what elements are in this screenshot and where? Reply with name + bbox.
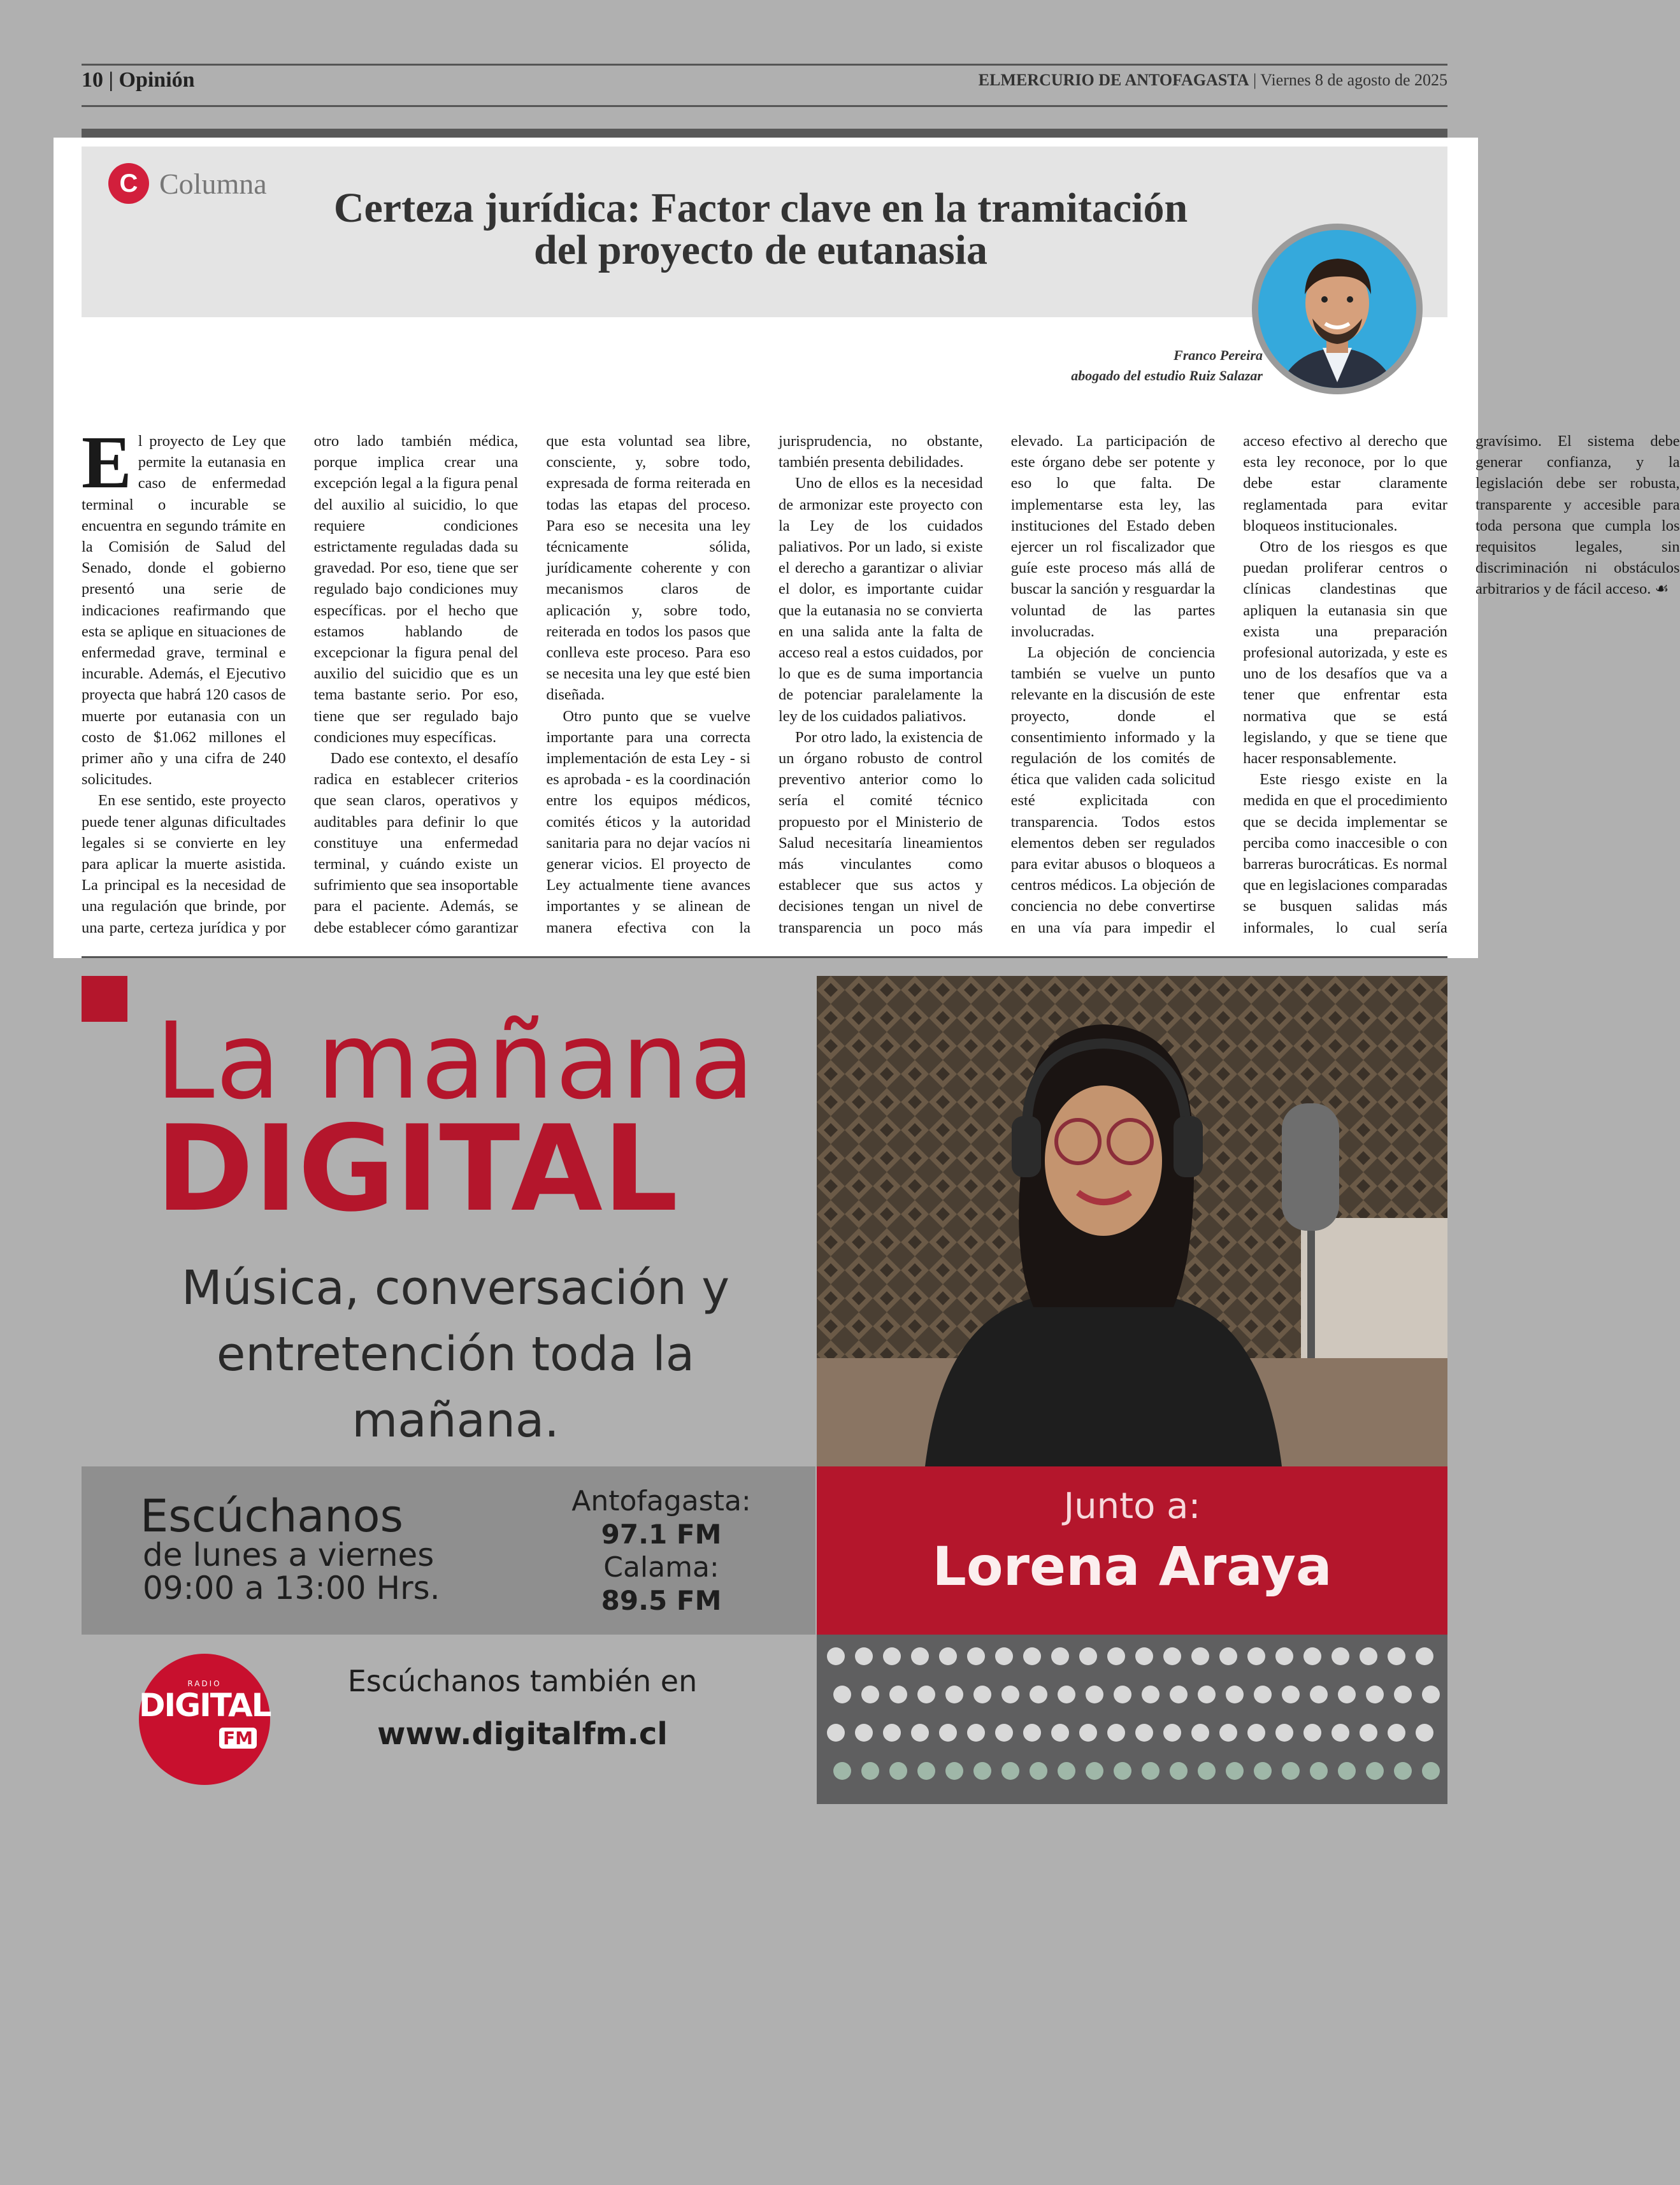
- mixer-knob: [1142, 1686, 1159, 1703]
- mixer-knob: [1422, 1686, 1440, 1703]
- host-panel: [817, 1466, 1447, 1635]
- mixer-knob: [1388, 1647, 1405, 1665]
- page-section: 10 | Opinión: [82, 68, 195, 92]
- listen-hours: 09:00 a 13:00 Hrs.: [143, 1570, 440, 1607]
- article-body: [82, 420, 1680, 947]
- mixer-knob: [1366, 1762, 1384, 1780]
- host-name: Lorena Araya: [932, 1535, 1332, 1598]
- host-photo: [817, 976, 1447, 1466]
- issue-date: Viernes 8 de agosto de 2025: [1260, 71, 1447, 89]
- mixer-knob: [995, 1724, 1013, 1742]
- page-header: [82, 64, 1447, 107]
- mixer-knob: [1079, 1724, 1097, 1742]
- section-name: Opinión: [118, 68, 195, 92]
- mixer-knob: [1310, 1686, 1328, 1703]
- mixer-knob: [855, 1647, 873, 1665]
- mixer-knob: [1282, 1762, 1300, 1780]
- mixer-knob: [1394, 1686, 1412, 1703]
- mixer-knob: [1332, 1647, 1349, 1665]
- column-badge: [108, 163, 267, 204]
- mixer-knob: [1416, 1724, 1433, 1742]
- frequency-list: [566, 1484, 757, 1617]
- mixer-knob: [1282, 1686, 1300, 1703]
- mixer-knob: [1416, 1647, 1433, 1665]
- mixer-knob: [1275, 1647, 1293, 1665]
- schedule-panel: [82, 1466, 815, 1635]
- paragraph: El proyecto de Ley que permite la eutanasia en caso de enfermedad terminal o incurable se encuentra en segundo trámite en la Comisión de Salud del Senado, donde el gobierno presentó una serie de indicaciones reafirmando que esta se aplique en situaciones de enfermedad grave, terminal e incurable. Además, el Ejecutivo proyecta que habrá 120 casos de muerte por eutanasia con un costo de $1.062 millones el primer año y una cifra de 240 solicitudes.: [82, 420, 286, 789]
- mixer-knob: [1079, 1647, 1097, 1665]
- paragraph: Este riesgo existe en la medida en que el procedimiento que se decida implementar se perciba como inaccesible o con barreras burocráticas. Es normal que en legislaciones comparadas se busquen salidas más informales, lo cual sería gravísimo. El sistema debe generar confianza, y la legislación debe ser robusta, transparente y accesible para toda persona que cumpla los requisitos legales, sin discriminación ni obstáculos arbitrarios y de fácil acceso. ☙: [1243, 433, 1680, 936]
- mixer-knob: [1107, 1647, 1125, 1665]
- mixer-knob: [1198, 1686, 1216, 1703]
- mixer-knob: [1170, 1686, 1188, 1703]
- author-role: abogado del estudio Ruiz Salazar: [1071, 368, 1263, 383]
- mixer-knob: [883, 1647, 901, 1665]
- mixer-knob: [967, 1724, 985, 1742]
- paragraph: Otro de los riesgos es que puedan proliferar centros o clínicas clandestinas que apliquen la eutanasia sin que exista una preparación profesional autorizada, y este es uno de los desafíos que va a tener que enfrentar esta normativa que se está legislando, y que se tiene que hacer responsablemente.: [1243, 538, 1447, 768]
- mixer-knob: [1219, 1724, 1237, 1742]
- mixer-knob: [1086, 1762, 1103, 1780]
- mixer-knob: [1226, 1762, 1244, 1780]
- mixer-knob: [1360, 1724, 1377, 1742]
- city-calama: Calama:: [603, 1551, 719, 1584]
- masthead-date: ELMERCURIO DE ANTOFAGASTA | Viernes 8 de agosto de 2025: [978, 71, 1447, 89]
- paragraph: Por otro lado, la existencia de un órgano robusto de control preventivo anterior como lo sería el comité técnico propuesto por el Ministerio de Salud necesitaría lineamientos más vinculantes como establecer que sus actos y decisiones tengan un nivel de transparencia un poco más elevado. La participación de este órgano debe ser potente y eso lo que falta. De implementarse esta ley, las instituciones del Estado deben ejercer un rol fiscalizador que guíe este proceso más allá de buscar la sanción y resguardar la voluntad de las partes involucradas.: [778, 433, 1216, 936]
- mixer-knob: [1023, 1724, 1041, 1742]
- mixer-knob: [833, 1762, 851, 1780]
- mixer-knob: [861, 1762, 879, 1780]
- website-url: www.digitalfm.cl: [377, 1716, 668, 1752]
- mixer-knob: [939, 1724, 957, 1742]
- author-portrait: [1251, 223, 1423, 395]
- mixer-knob: [1198, 1762, 1216, 1780]
- mixer-knob: [911, 1647, 929, 1665]
- mixer-knob: [1366, 1686, 1384, 1703]
- mixer-knob: [1275, 1724, 1293, 1742]
- mixer-knob: [1030, 1686, 1047, 1703]
- mixer-knob: [1422, 1762, 1440, 1780]
- mixer-knob: [1254, 1686, 1272, 1703]
- mixer-knob: [917, 1686, 935, 1703]
- radio-advertisement: [0, 958, 1529, 1850]
- article-headline: Certeza jurídica: Factor clave en la tramitación del proyecto de eutanasia: [333, 185, 1188, 273]
- mixer-knob: [1058, 1686, 1075, 1703]
- mixer-knob: [827, 1724, 845, 1742]
- host-intro: Junto a:: [1063, 1486, 1201, 1527]
- logo-radio-text: RADIO: [187, 1679, 222, 1688]
- mixer-knob: [1051, 1647, 1069, 1665]
- listen-days: de lunes a viernes: [143, 1537, 434, 1573]
- mixer-knob: [1142, 1762, 1159, 1780]
- page-number: 10: [82, 68, 103, 92]
- mixer-knob: [1002, 1762, 1019, 1780]
- mixer-knob: [1114, 1762, 1131, 1780]
- opinion-column: [54, 138, 1680, 958]
- mixer-knob: [1170, 1762, 1188, 1780]
- mixer-knob: [1247, 1724, 1265, 1742]
- mixer-knob: [1310, 1762, 1328, 1780]
- mixer-knob: [855, 1724, 873, 1742]
- ad-title-line2: DIGITAL: [155, 1100, 678, 1238]
- mixer-knob: [973, 1762, 991, 1780]
- mixer-knob: [945, 1686, 963, 1703]
- paragraph: Otro punto que se vuelve importante para una correcta implementación de esta Ley - si es aprobada - es la coordinación entre los equipos médicos, comités éticos y la autoridad sanitaria para no dejar vacíos ni generar vicios. El proyecto de Ley actualmente tiene avances importantes y se alinean de manera efectiva con la jurisprudencia, no obstante, también presenta debilidades.: [546, 433, 983, 936]
- mixer-knob: [883, 1724, 901, 1742]
- mixer-knob: [1394, 1762, 1412, 1780]
- mixer-knob: [1388, 1724, 1405, 1742]
- author-name: Franco Pereira: [1174, 347, 1263, 363]
- mixer-knob: [1219, 1647, 1237, 1665]
- mixer-knob: [1360, 1647, 1377, 1665]
- mixer-knob: [1191, 1724, 1209, 1742]
- radio-logo: [139, 1654, 270, 1785]
- paragraph: Uno de ellos es la necesidad de armonizar este proyecto con la Ley de los cuidados paliativos. Por un lado, si existe el derecho a garantizar o aliviar el dolor, es importante cuidar que la eutanasia no se convierta en una salida ante la falta de acceso real a estos cuidados, por lo que es de suma importancia de potenciar paralelamente la ley de los cuidados paliativos.: [778, 475, 983, 725]
- mixer-knob: [1135, 1647, 1153, 1665]
- mixer-knob: [1086, 1686, 1103, 1703]
- mixer-knob: [1303, 1724, 1321, 1742]
- mixer-knob: [1002, 1686, 1019, 1703]
- paragraph: En ese sentido, este proyecto puede tener algunas dificultades legales si se convierte en ley para aplicar la muerte asistida. La principal es la necesidad de una regulación que brinde, por una parte, certeza jurídica y por otro lado también médica, porque implica crear una excepción legal a la figura penal del auxilio al suicidio, lo que requiere condiciones estrictamente reguladas dada su gravedad. Por eso, tiene que ser regulado bajo condiciones muy específicas. por el hecho que estamos hablando de excepcionar la figura penal del auxilio del suicidio que es un tema bastante serio. Por eso, tiene que ser regulado bajo condiciones muy específicas.: [82, 433, 519, 936]
- mixer-knob: [995, 1647, 1013, 1665]
- ad-accent-square: [82, 976, 127, 1022]
- listen-heading: Escúchanos: [140, 1490, 403, 1542]
- mixer-knob: [827, 1647, 845, 1665]
- mixer-knob: [967, 1647, 985, 1665]
- frequency-antofagasta: 97.1 FM: [601, 1519, 722, 1550]
- ad-tagline: Música, conversación y entretención toda la mañana.: [181, 1261, 730, 1448]
- mixer-knob: [1338, 1762, 1356, 1780]
- logo-digital-text: DIGITAL: [139, 1687, 271, 1724]
- mixer-knob: [1303, 1647, 1321, 1665]
- mixer-knob: [1114, 1686, 1131, 1703]
- paragraph: Dado ese contexto, el desafío radica en establecer criterios que sean claros, operativos y auditables para definir lo que constituye una enfermedad terminal, y cuándo existe un sufrimiento que sea insoportable para el paciente. Además, se debe establecer cómo garantizar que esta voluntad sea libre, consciente, y, sobre todo, expresada de forma reiterada en todas las etapas del proceso. Para eso se necesita una ley técnicamente sólida, jurídicamente coherente y con mecanismos claros de aplicación y, sobre todo, reiterada en todos los pasos que conlleva este proceso. Para eso se necesita una ley que esté bien diseñada.: [313, 433, 750, 936]
- mixer-photo: [817, 1635, 1447, 1804]
- mixer-knob: [945, 1762, 963, 1780]
- column-icon: C: [108, 163, 149, 204]
- mixer-knob: [973, 1686, 991, 1703]
- mixer-knob: [1051, 1724, 1069, 1742]
- mixer-knob: [911, 1724, 929, 1742]
- mixer-knob: [1030, 1762, 1047, 1780]
- mixer-knob: [1254, 1762, 1272, 1780]
- paragraph: La objeción de conciencia también se vuelve un punto relevante en la discusión de este proyecto, donde el consentimiento informado y la regulación de los comités de ética que validen cada solicitud esté explicitada con transparencia. Todos estos elementos deben ser regulados para evitar abusos o bloqueos a centros médicos. La objeción de conciencia no debe convertirse en una vía para impedir el acceso efectivo al derecho que esta ley reconoce, por lo que debe estar claramente reglamentada para evitar bloqueos institucionales.: [1010, 433, 1447, 936]
- frequency-calama: 89.5 FM: [601, 1585, 722, 1616]
- mixer-knob: [1023, 1647, 1041, 1665]
- mixer-knob: [1163, 1724, 1181, 1742]
- author-byline: [1071, 345, 1263, 386]
- mixer-knob: [1247, 1647, 1265, 1665]
- listen-also-label: Escúchanos también en: [347, 1664, 698, 1698]
- mixer-knob: [1135, 1724, 1153, 1742]
- mixer-knob: [889, 1762, 907, 1780]
- column-label: Columna: [159, 167, 267, 200]
- mixer-knob: [1163, 1647, 1181, 1665]
- mixer-knob: [833, 1686, 851, 1703]
- section-rule: [82, 129, 1447, 138]
- mixer-knob: [889, 1686, 907, 1703]
- city-antofagasta: Antofagasta:: [571, 1485, 751, 1517]
- logo-fm-text: FM: [219, 1728, 257, 1749]
- ad-title-line1: La mañana: [155, 1000, 756, 1123]
- mixer-knob: [1338, 1686, 1356, 1703]
- mixer-knob: [1332, 1724, 1349, 1742]
- masthead: ELMERCURIO DE ANTOFAGASTA: [978, 71, 1249, 89]
- mixer-knob: [1226, 1686, 1244, 1703]
- mixer-knob: [861, 1686, 879, 1703]
- mixer-knob: [917, 1762, 935, 1780]
- mixer-knob: [1191, 1647, 1209, 1665]
- mixer-knob: [1107, 1724, 1125, 1742]
- mixer-knob: [939, 1647, 957, 1665]
- mixer-knob: [1058, 1762, 1075, 1780]
